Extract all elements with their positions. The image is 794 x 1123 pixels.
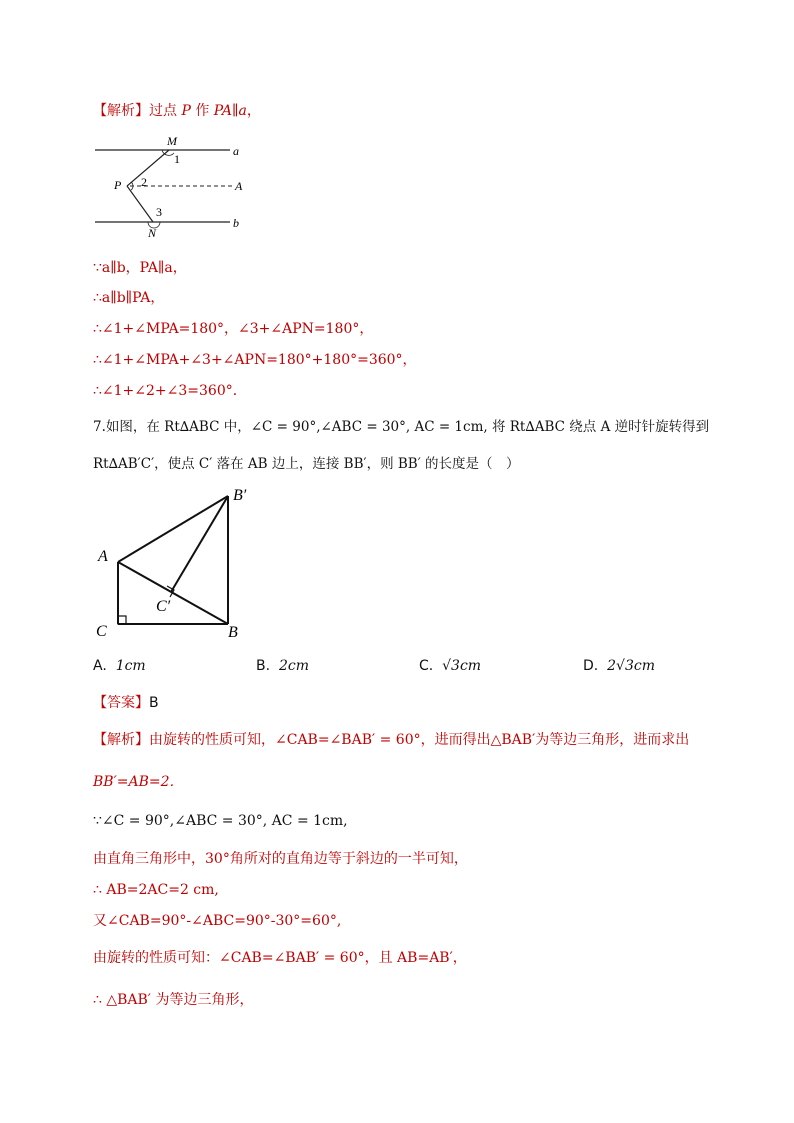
answer-value: B xyxy=(149,695,159,711)
analysis-text-a: 过点 xyxy=(149,103,182,119)
label-angle-3: 3 xyxy=(156,205,162,219)
analysis-2-line-5: ∴ AB=2AC=2 cm, xyxy=(93,882,219,898)
question-7-line-2: Rt∆AB′C′，使点 C′ 落在 AB 边上，连接 BB′，则 BB′ 的长度是（ ） xyxy=(93,456,520,472)
analysis-2-line-3: ∵∠C = 90°,∠ABC = 30°, AC = 1cm, xyxy=(93,813,348,829)
rotated-triangle-figure xyxy=(90,482,260,647)
option-a: A. 1cm xyxy=(93,658,146,674)
analysis-2-line-1: 【解析】由旋转的性质可知，∠CAB=∠BAB′ = 60°，进而得出△BAB′为等边三角形，进而求出 xyxy=(93,732,690,748)
parallel-lines-figure xyxy=(90,128,260,240)
label-vertex-b-prime: B′ xyxy=(233,487,247,504)
label-vertex-c: C xyxy=(96,623,107,640)
proof-line-5: ∴∠1+∠2+∠3=360°． xyxy=(93,383,247,399)
label-a-point: A xyxy=(235,179,243,193)
label-m: M xyxy=(167,134,177,148)
label-angle-2: 2 xyxy=(141,175,147,189)
analysis-heading xyxy=(93,101,261,121)
label-vertex-b: B xyxy=(228,624,238,641)
question-7-line-1: 7.如图，在 Rt∆ABC 中，∠C = 90°,∠ABC = 30°, AC = 1cm, 将 Rt∆ABC 绕点 A 逆时针旋转得到 xyxy=(93,419,710,435)
option-c: C. √3cm xyxy=(419,658,482,674)
label-vertex-a: A xyxy=(98,548,108,565)
label-a-line: a xyxy=(233,144,239,158)
analysis-tag: 【解析】 xyxy=(93,103,149,119)
proof-line-2: ∴a∥b∥PA， xyxy=(93,290,165,306)
label-vertex-c-prime: C′ xyxy=(156,598,171,615)
analysis-text-c: ， xyxy=(246,103,261,119)
analysis-2-line-6: 又∠CAB=90°-∠ABC=90°-30°=60°, xyxy=(93,913,342,929)
pa-parallel-a: PA∥a xyxy=(213,103,247,119)
analysis-2-line-8: ∴ △BAB′ 为等边三角形， xyxy=(93,992,254,1008)
label-n: N xyxy=(148,226,157,240)
proof-line-1: ∵a∥b，PA∥a， xyxy=(93,260,187,276)
analysis-2-line-2: BB′=AB=2． xyxy=(93,774,184,790)
option-b: B. 2cm xyxy=(256,658,309,674)
proof-line-3: ∴∠1+∠MPA=180°，∠3+∠APN=180°， xyxy=(93,321,374,337)
label-p: P xyxy=(114,178,122,192)
option-d: D. 2√3cm xyxy=(583,658,655,674)
answer-tag: 【答案】 xyxy=(93,695,149,711)
point-p: P xyxy=(181,103,191,119)
analysis-text-b: 作 xyxy=(190,103,214,119)
label-angle-1: 1 xyxy=(174,152,180,166)
proof-line-4: ∴∠1+∠MPA+∠3+∠APN=180°+180°=360°， xyxy=(93,352,417,368)
label-b-line: b xyxy=(233,216,239,230)
analysis-2-line-4: 由直角三角形中，30°角所对的直角边等于斜边的一半可知， xyxy=(93,851,468,867)
answer-line xyxy=(93,693,159,713)
analysis-2-line-7: 由旋转的性质可知：∠CAB=∠BAB′ = 60°，且 AB=AB′， xyxy=(93,950,467,966)
